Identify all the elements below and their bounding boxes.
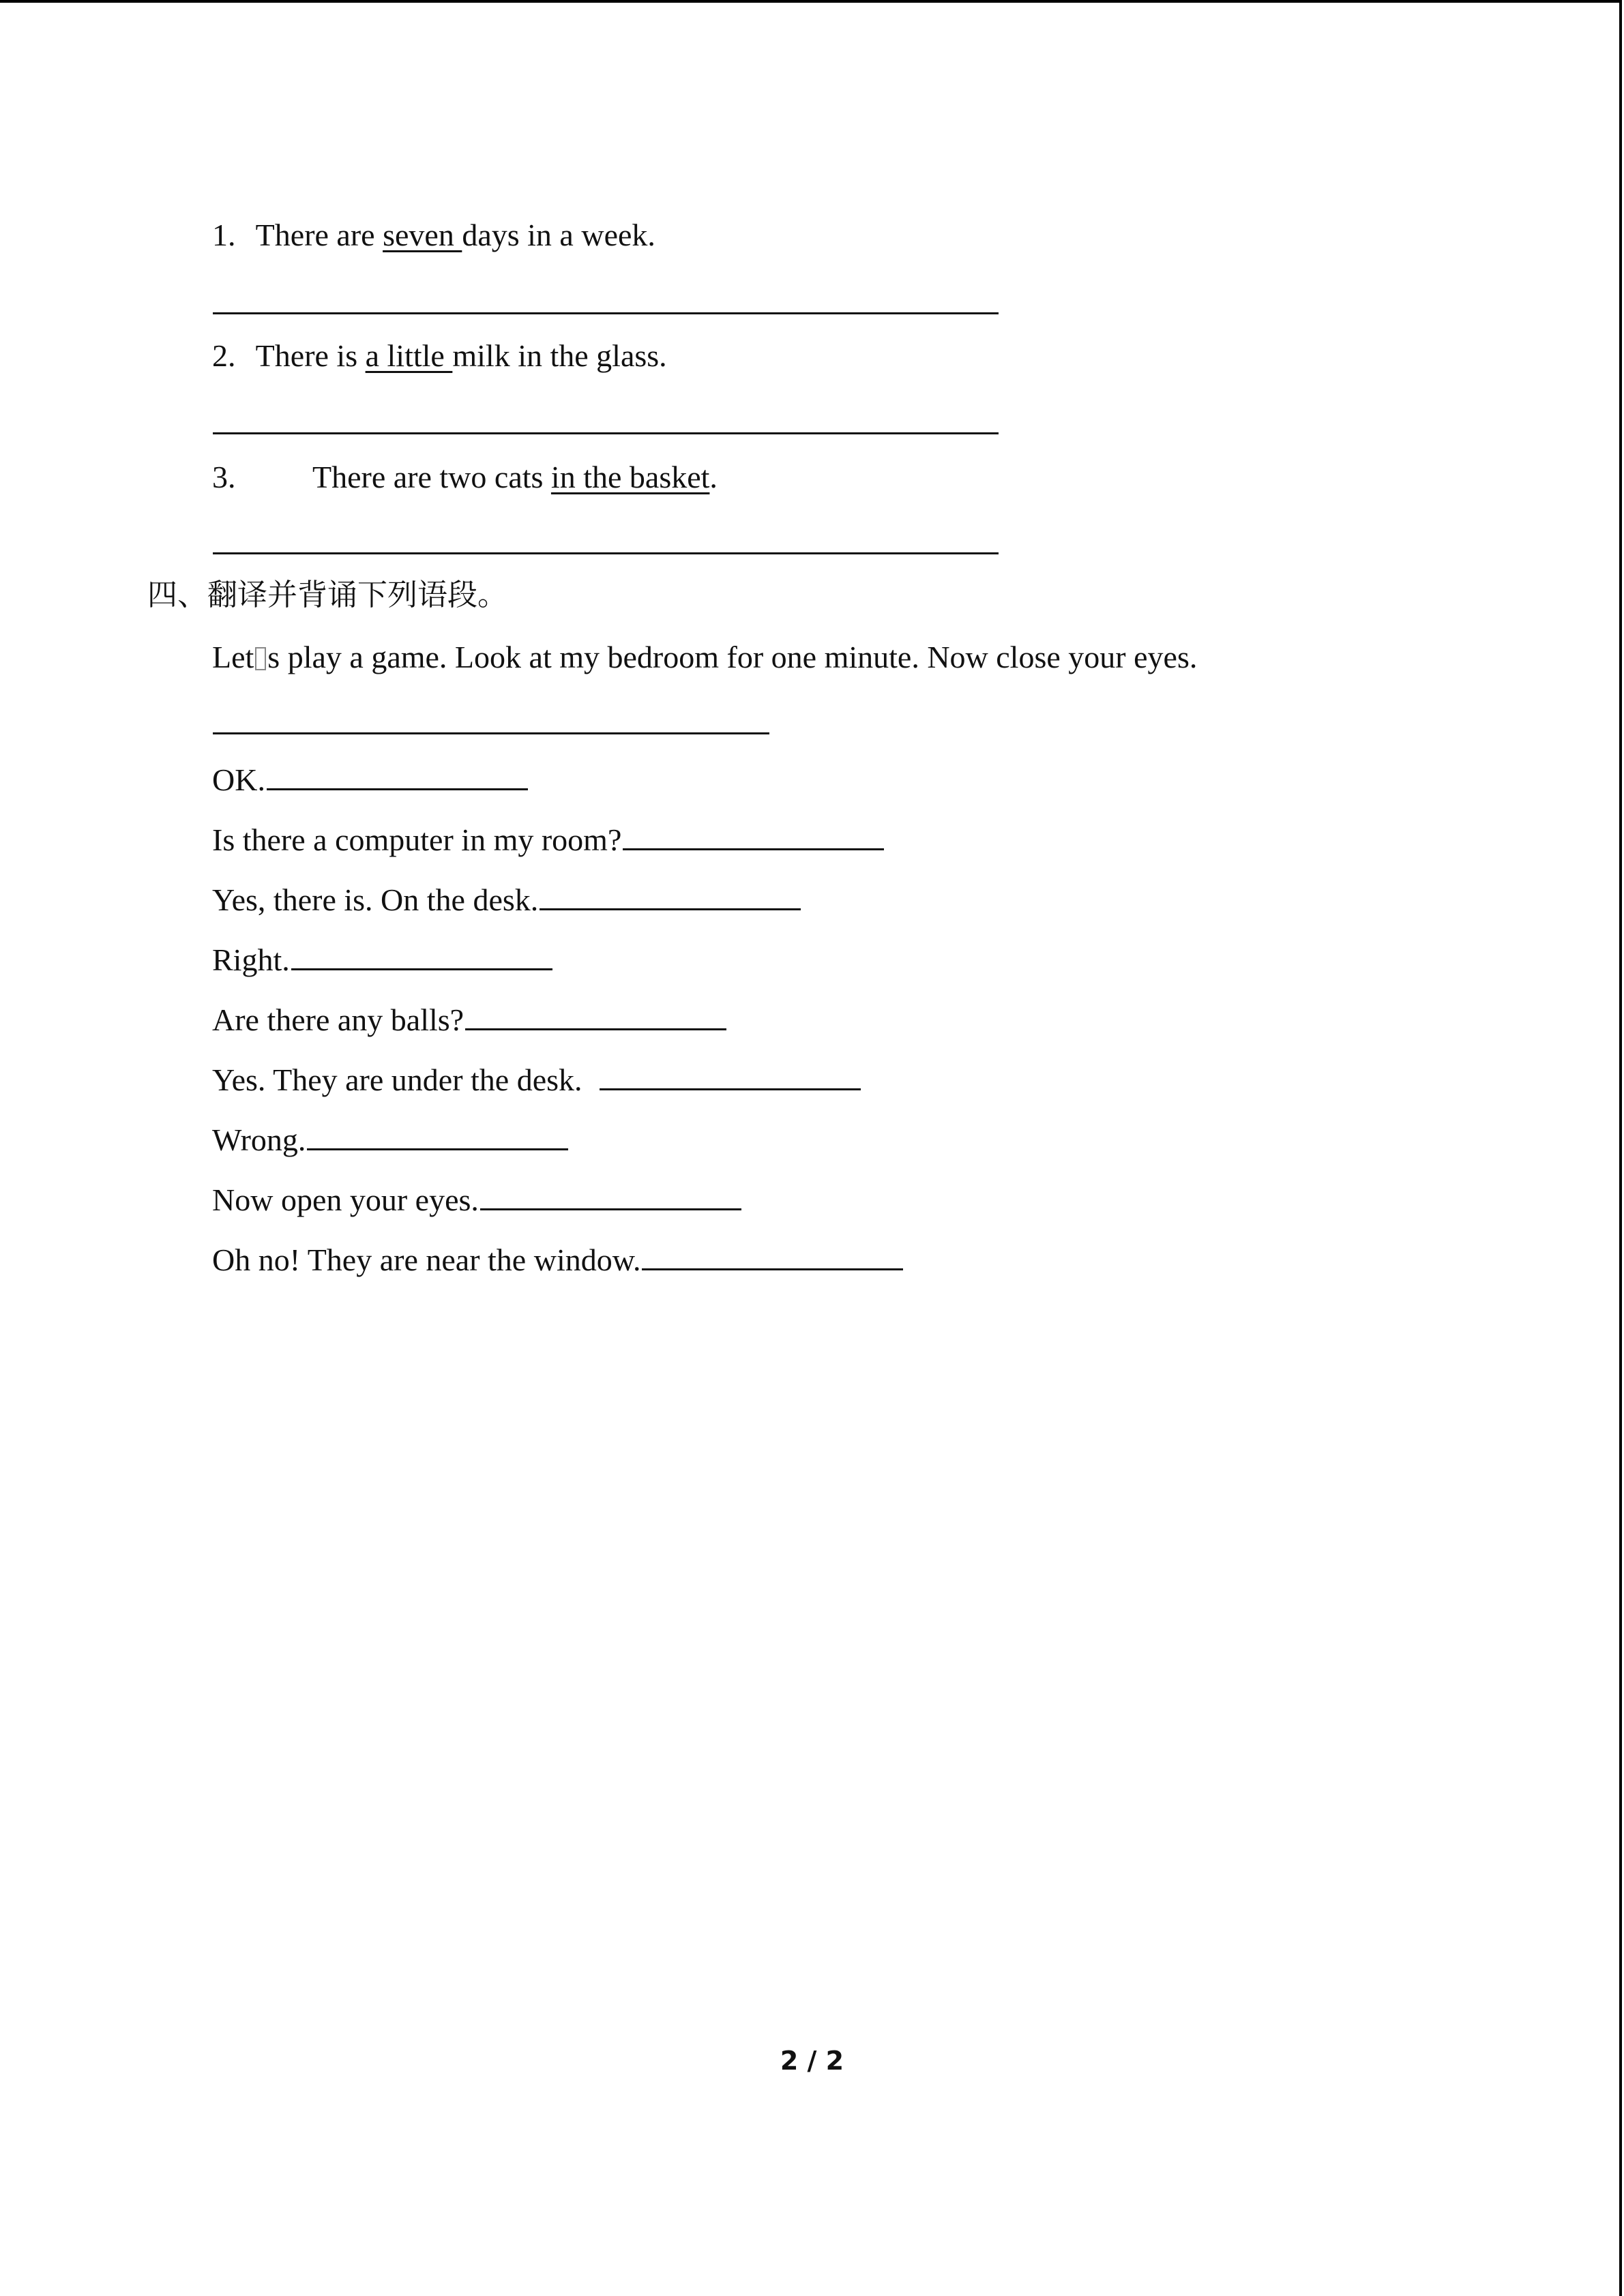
passage-line xyxy=(212,1058,861,1099)
item-text-after: . xyxy=(709,460,718,494)
passage-line-text: Yes. They are under the desk. xyxy=(212,1062,598,1097)
answer-blank[interactable] xyxy=(623,818,884,850)
answer-blank[interactable] xyxy=(600,1058,861,1090)
answer-blank[interactable] xyxy=(642,1238,903,1270)
passage-line xyxy=(212,878,801,919)
item-number: 1 xyxy=(212,218,228,252)
item-text-after: days in a week. xyxy=(462,218,655,252)
answer-line-3[interactable] xyxy=(213,552,999,554)
answer-blank[interactable] xyxy=(540,878,801,910)
item-underlined-text: a little xyxy=(365,338,453,373)
item-text-before: There is xyxy=(255,338,366,373)
passage-intro-after: s play a game. Look at my bedroom for one minute. Now close your eyes. xyxy=(267,640,1198,674)
item-number-dot: . xyxy=(228,218,236,252)
passage-line-text: Is there a computer in my room? xyxy=(212,822,622,857)
item-number: 3 xyxy=(212,460,228,494)
answer-blank[interactable] xyxy=(465,998,726,1030)
passage-line xyxy=(212,1178,741,1219)
item-number-dot: . xyxy=(228,460,236,494)
page-number: 2 / 2 xyxy=(780,2046,844,2076)
missing-glyph-icon xyxy=(255,647,266,670)
passage-line-text: Now open your eyes. xyxy=(212,1182,479,1217)
exercise-item-2 xyxy=(212,337,667,375)
exercise-item-3 xyxy=(212,458,718,496)
passage-line-text: Are there any balls? xyxy=(212,1002,464,1037)
passage-line xyxy=(212,998,726,1039)
item-number-dot: . xyxy=(228,338,236,373)
passage-line-text: OK. xyxy=(212,762,265,797)
passage-line-text: Right. xyxy=(212,942,290,977)
passage-intro xyxy=(212,638,1197,676)
passage-line xyxy=(212,1118,568,1159)
answer-line-intro[interactable] xyxy=(213,732,769,734)
passage-line xyxy=(212,938,552,979)
passage-line-text: Wrong. xyxy=(212,1122,306,1157)
exercise-item-1 xyxy=(212,216,655,254)
answer-line-2[interactable] xyxy=(213,432,999,434)
passage-line xyxy=(212,1238,903,1279)
answer-blank[interactable] xyxy=(267,758,528,790)
answer-blank[interactable] xyxy=(307,1118,568,1150)
passage-line-text: Oh no! They are near the window. xyxy=(212,1242,641,1277)
passage-intro-before: Let xyxy=(212,640,254,674)
passage-line-text: Yes, there is. On the desk. xyxy=(212,882,539,917)
answer-line-1[interactable] xyxy=(213,312,999,314)
item-text-before: There are xyxy=(255,218,383,252)
item-underlined-text: in the basket xyxy=(550,460,710,494)
answer-blank[interactable] xyxy=(480,1178,741,1210)
item-text-after: milk in the glass. xyxy=(452,338,667,373)
item-underlined-text: seven xyxy=(383,218,462,252)
item-number: 2 xyxy=(212,338,228,373)
passage-line xyxy=(212,818,884,859)
answer-blank[interactable] xyxy=(291,938,552,970)
section-heading: 四、翻译并背诵下列语段。 xyxy=(147,578,507,612)
passage-line xyxy=(212,758,528,799)
item-text-before: There are two cats xyxy=(312,460,551,494)
